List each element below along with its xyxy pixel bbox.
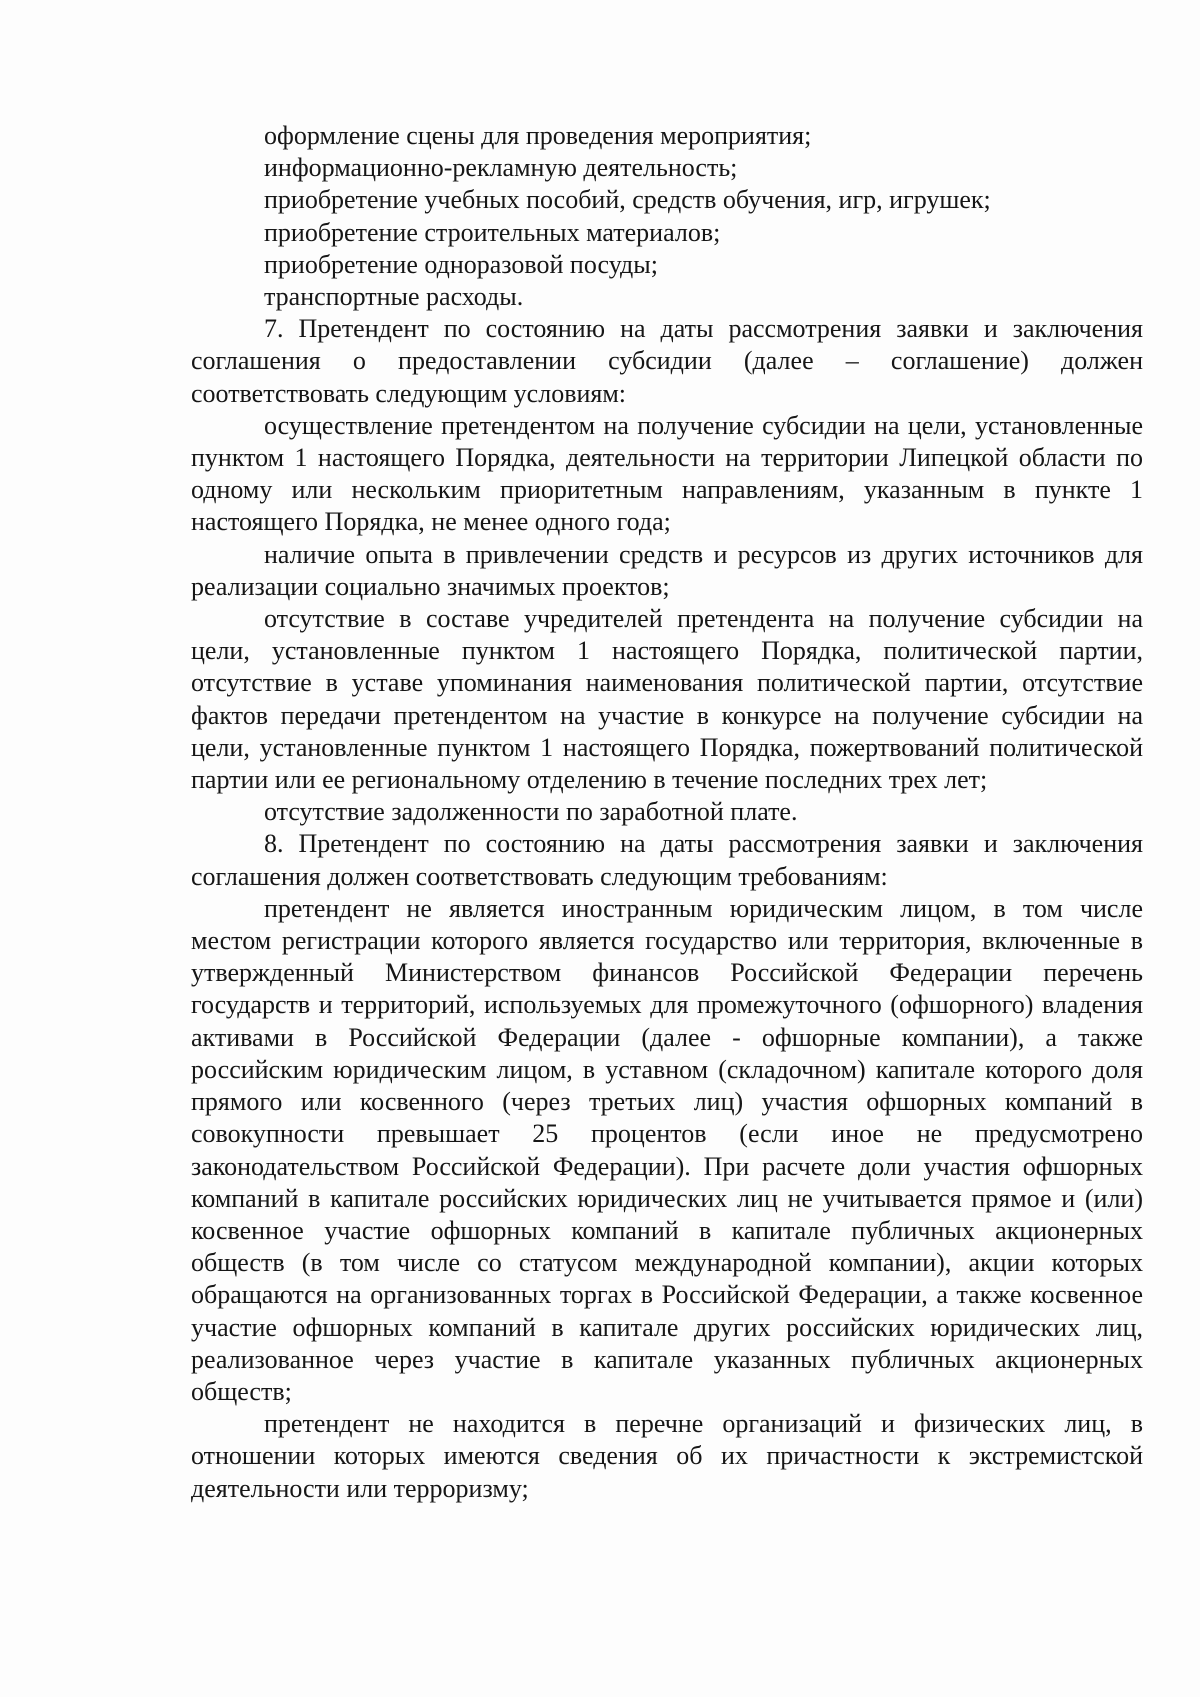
clause-7-condition-salary-debt: отсутствие задолженности по заработной плате. <box>264 797 798 827</box>
clause-7-condition-experience: наличие опыта в привлечении средств и ресурсов из других источников для реализации социально значимых проектов; <box>191 539 1143 601</box>
document-body <box>191 120 1143 1505</box>
clause-7-condition-activity: осуществление претендентом на получение субсидии на цели, установленные пунктом 1 настоящего Порядка, деятельности на территории Липецкой области по одному или нескольким приоритетным направлениям, указанным в пункте 1 настоящего Порядка, не менее одного года; <box>191 410 1143 537</box>
list-item-teaching-aids: приобретение учебных пособий, средств обучения, игр, игрушек; <box>264 185 991 215</box>
list-item-disposable-tableware: приобретение одноразовой посуды; <box>264 249 658 279</box>
clause-7-intro: 7. Претендент по состоянию на даты рассмотрения заявки и заключения соглашения о предоставлении субсидии (далее – соглашение) должен соответствовать следующим условиям: <box>191 314 1143 408</box>
clause-7-condition-political-party: отсутствие в составе учредителей претендента на получение субсидии на цели, установленные пунктом 1 настоящего Порядка, политической партии, отсутствие в уставе упоминания наименования политической партии, отсутствие фактов передачи претендентом на участие в конкурсе на получение субсидии на цели, установленные пунктом 1 настоящего Порядка, пожертвований политической партии или ее региональному отделению в течение последних трех лет; <box>191 604 1143 795</box>
list-item-transport-costs: транспортные расходы. <box>264 282 524 312</box>
clause-8-intro: 8. Претендент по состоянию на даты рассмотрения заявки и заключения соглашения должен соответствовать следующим требованиям: <box>191 829 1143 891</box>
list-item-stage-design: оформление сцены для проведения мероприятия; <box>264 121 812 150</box>
clause-8-requirement-offshore: претендент не является иностранным юридическим лицом, в том числе местом регистрации которого является государство или территория, включенные в утвержденный Министерством финансов Российской Федерации перечень государств и территорий, используемых для промежуточного (офшорного) владения активами в Российской Федерации (далее - офшорные компании), а также российским юридическим лицом, в уставном (складочном) капитале которого доля прямого или косвенного (через третьих лиц) участия офшорных компаний в совокупности превышает 25 процентов (если иное не предусмотрено законодательством Российской Федерации). При расчете доли участия офшорных компаний в капитале российских юридических лиц не учитывается прямое и (или) косвенное участие офшорных компаний в капитале публичных акционерных обществ (в том числе со статусом международной компании), акции которых обращаются на организованных торгах в Российской Федерации, а также косвенное участие офшорных компаний в капитале других российских юридических лиц, реализованное через участие в капитале указанных публичных акционерных обществ; <box>191 893 1143 1406</box>
list-item-building-materials: приобретение строительных материалов; <box>264 217 721 247</box>
list-item-advertising: информационно-рекламную деятельность; <box>264 153 738 183</box>
clause-8-requirement-extremism: претендент не находится в перечне организаций и физических лиц, в отношении которых имеются сведения об их причастности к экстремистской деятельности или терроризму; <box>191 1409 1143 1503</box>
